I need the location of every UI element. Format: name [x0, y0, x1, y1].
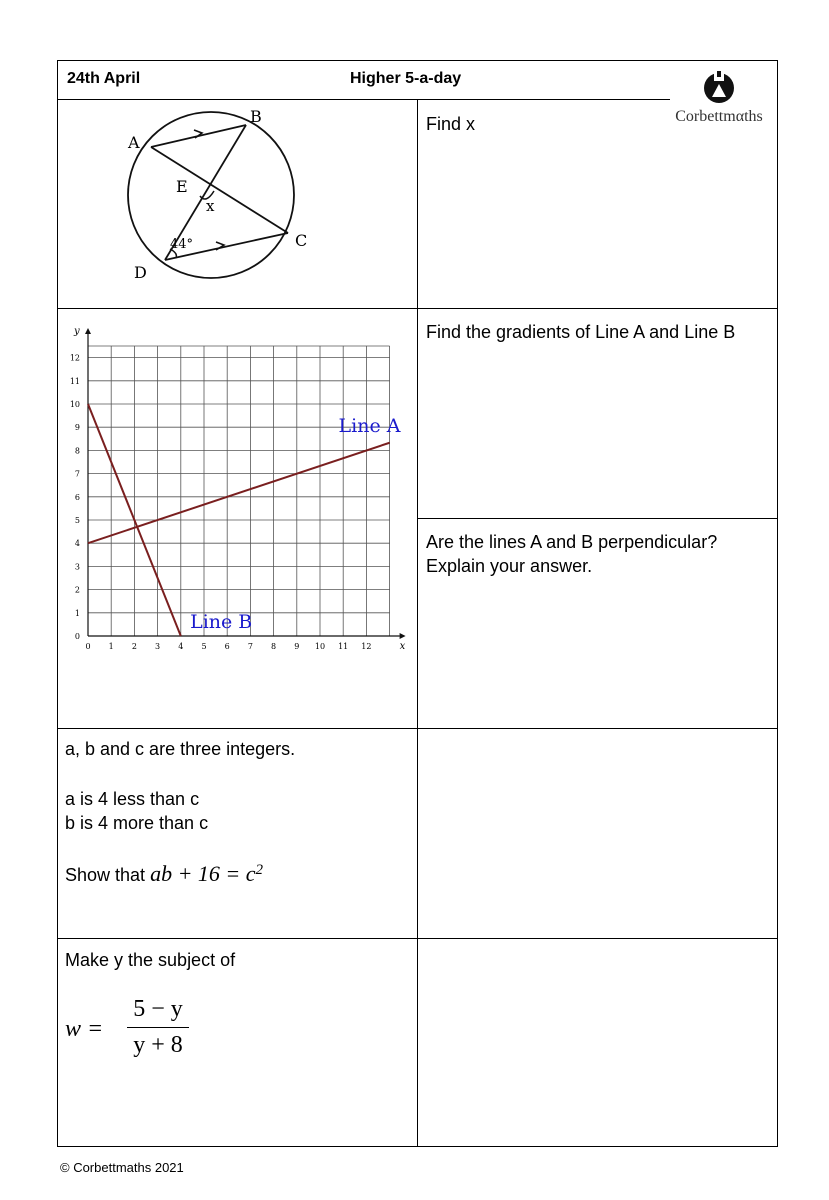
label-b: B [250, 107, 262, 126]
y-tick-label: 0 [74, 632, 80, 641]
logo-emblem-icon [663, 70, 775, 110]
q2b-prompt-line2: Explain your answer. [426, 556, 593, 576]
x-tick-label: 8 [271, 642, 277, 651]
y-tick-label: 11 [69, 376, 80, 386]
label-d: D [134, 263, 147, 282]
x-tick-label: 4 [178, 642, 184, 651]
label-a: A [128, 133, 140, 152]
y-tick-label: 8 [74, 446, 80, 456]
q3-show-prefix: Show that [65, 865, 146, 885]
logo-brand-text: Corbettmαths [675, 108, 763, 125]
y-tick-label: 1 [74, 608, 80, 618]
y-tick-label: 12 [69, 353, 80, 363]
q3-line2: a is 4 less than c [65, 789, 200, 809]
y-axis-arrow-icon [85, 328, 91, 334]
q4-denominator: y + 8 [133, 1032, 183, 1058]
q2-graph [60, 318, 410, 658]
q4-prompt: Make y the subject of [65, 950, 236, 970]
q1-prompt: Find x [426, 114, 476, 134]
x-tick-label: 2 [131, 642, 137, 651]
worksheet-title: Higher 5-a-day [350, 70, 462, 87]
y-tick-label: 2 [74, 585, 80, 595]
label-e: E [176, 177, 188, 196]
y-tick-label: 4 [74, 539, 80, 549]
y-tick-label: 5 [74, 516, 80, 525]
y-tick-label: 10 [69, 400, 80, 409]
chord-ac [151, 147, 288, 233]
x-tick-label: 0 [85, 642, 91, 651]
x-tick-label: 11 [338, 642, 349, 651]
q3-exponent: 2 [255, 862, 264, 878]
y-axis-label: y [74, 326, 80, 337]
line-a-label: Line A [338, 414, 401, 437]
x-tick-label: 3 [155, 642, 161, 651]
x-axis-label: x [399, 641, 406, 652]
q2b-prompt-line1: Are the lines A and B perpendicular? [426, 532, 718, 552]
y-tick-label: 6 [74, 492, 80, 502]
q3-show-line [65, 859, 263, 887]
x-tick-label: 6 [224, 642, 230, 651]
x-tick-label: 9 [294, 642, 300, 651]
q4-lhs: w = [65, 1016, 104, 1042]
label-x: x [206, 197, 215, 215]
row-divider-2 [58, 728, 777, 729]
footer-copyright: © Corbettmaths 2021 [60, 1160, 184, 1175]
q4-fraction-bar [127, 1027, 189, 1028]
y-tick-label: 9 [74, 423, 80, 433]
graph-tick-labels [70, 354, 372, 651]
x-axis-arrow-icon [400, 633, 406, 639]
graph-grid [88, 346, 390, 636]
q3-equation: ab + 16 = c [150, 861, 256, 886]
corbettmaths-logo [663, 70, 775, 125]
label-c: C [295, 231, 308, 250]
graph-axes [85, 328, 406, 639]
worksheet-date: 24th April [67, 70, 141, 87]
q2-prompt: Find the gradients of Line A and Line B [426, 322, 736, 342]
row-divider-3 [58, 938, 777, 939]
column-divider [417, 99, 418, 1146]
q3-line1: a, b and c are three integers. [65, 739, 296, 759]
q4-numerator: 5 − y [133, 996, 183, 1022]
x-tick-label: 10 [314, 642, 326, 651]
label-angle-44: 44° [170, 237, 194, 252]
line-a [88, 443, 390, 543]
x-tick-label: 12 [361, 642, 372, 651]
y-tick-label: 7 [74, 469, 80, 479]
x-tick-label: 1 [108, 642, 114, 651]
x-tick-label: 5 [201, 642, 207, 651]
y-tick-label: 3 [74, 562, 80, 572]
row-divider-1 [58, 308, 777, 309]
row-divider-q2b [417, 518, 777, 519]
q3-line3: b is 4 more than c [65, 813, 209, 833]
q1-circle-diagram [118, 100, 308, 290]
x-tick-label: 7 [247, 642, 253, 651]
line-b-label: Line B [190, 610, 253, 633]
